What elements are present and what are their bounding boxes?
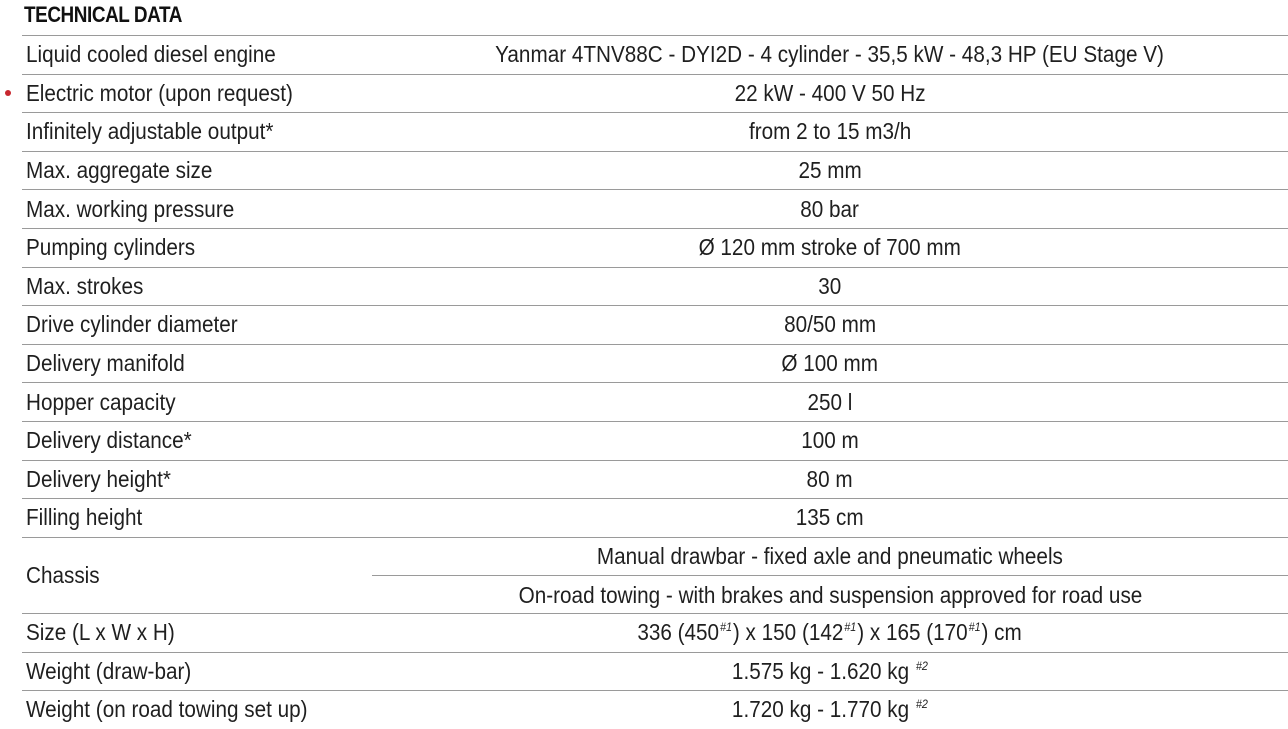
table-row [22,498,1288,537]
chassis-option-road: On-road towing - with brakes and suspension approved for road use [372,575,1288,614]
row-value: 22 kW - 400 V 50 Hz [734,79,926,106]
row-label: Max. aggregate size [26,157,213,184]
row-value: 80 m [806,465,854,492]
row-value: 80 bar [800,195,860,222]
row-value: 100 m [801,427,859,454]
row-value: 30 [818,272,842,299]
row-label: Electric motor (upon request) [26,79,293,106]
row-value: 80/50 mm [783,311,877,338]
row-label: Infinitely adjustable output* [26,118,274,145]
row-value: Yanmar 4TNV88C - DYI2D - 4 cylinder - 35,5 kW - 48,3 HP (EU Stage V) [495,41,1165,68]
bullet-dot-icon [5,90,11,96]
row-label: Delivery height* [26,465,171,492]
row-value: 336 (450$^{\#1}$) x 150 (142$^{\#1}$) x 165 (170$^{\#1}$) cm [637,619,1023,646]
row-label: Drive cylinder diameter [26,311,238,338]
table-row [22,228,1288,267]
table-row [22,652,1288,691]
chassis-row [22,537,1288,613]
row-label: Filling height [26,504,143,531]
table-row [22,35,1288,74]
chassis-option-drawbar: Manual drawbar - fixed axle and pneumatic wheels [596,543,1064,570]
page-title: TECHNICAL DATA [24,2,182,27]
row-label: Hopper capacity [26,388,176,415]
table-row [22,382,1288,421]
table-row [22,112,1288,151]
row-label: Max. working pressure [26,195,235,222]
table-row [22,305,1288,344]
row-label: Liquid cooled diesel engine [26,41,276,68]
row-label: Delivery distance* [26,427,192,454]
footnote-marker: #1 [720,620,733,635]
row-value: 1.575 kg - 1.620 kg $^{\#2}$ [731,657,928,684]
table-row [22,421,1288,460]
table-row [22,267,1288,306]
footnote-marker: #1 [844,620,857,635]
table-row [22,189,1288,228]
row-label: Chassis [26,561,100,588]
row-label: Size (L x W x H) [26,619,175,646]
footnote-marker: #1 [969,620,982,635]
table-row [22,690,1288,729]
table-row [22,151,1288,190]
row-label: Delivery manifold [26,350,185,377]
footnote-marker: #2 [915,697,928,712]
table-row [22,344,1288,383]
table-row [22,613,1288,652]
table-row [22,74,1288,113]
table-row [22,460,1288,499]
technical-data-table [0,35,1288,729]
row-value: Ø 100 mm [781,350,879,377]
row-value: 250 l [807,388,853,415]
row-value: from 2 to 15 m3/h [748,118,912,145]
row-value: Ø 120 mm stroke of 700 mm [698,234,962,261]
footnote-marker: #2 [915,658,928,673]
row-label: Weight (on road towing set up) [26,696,308,723]
row-label: Pumping cylinders [26,234,196,261]
row-label: Weight (draw-bar) [26,657,192,684]
row-value: 135 cm [796,504,864,531]
row-label: Max. strokes [26,272,144,299]
row-value: 1.720 kg - 1.770 kg $^{\#2}$ [731,696,928,723]
row-value: 25 mm [798,157,862,184]
